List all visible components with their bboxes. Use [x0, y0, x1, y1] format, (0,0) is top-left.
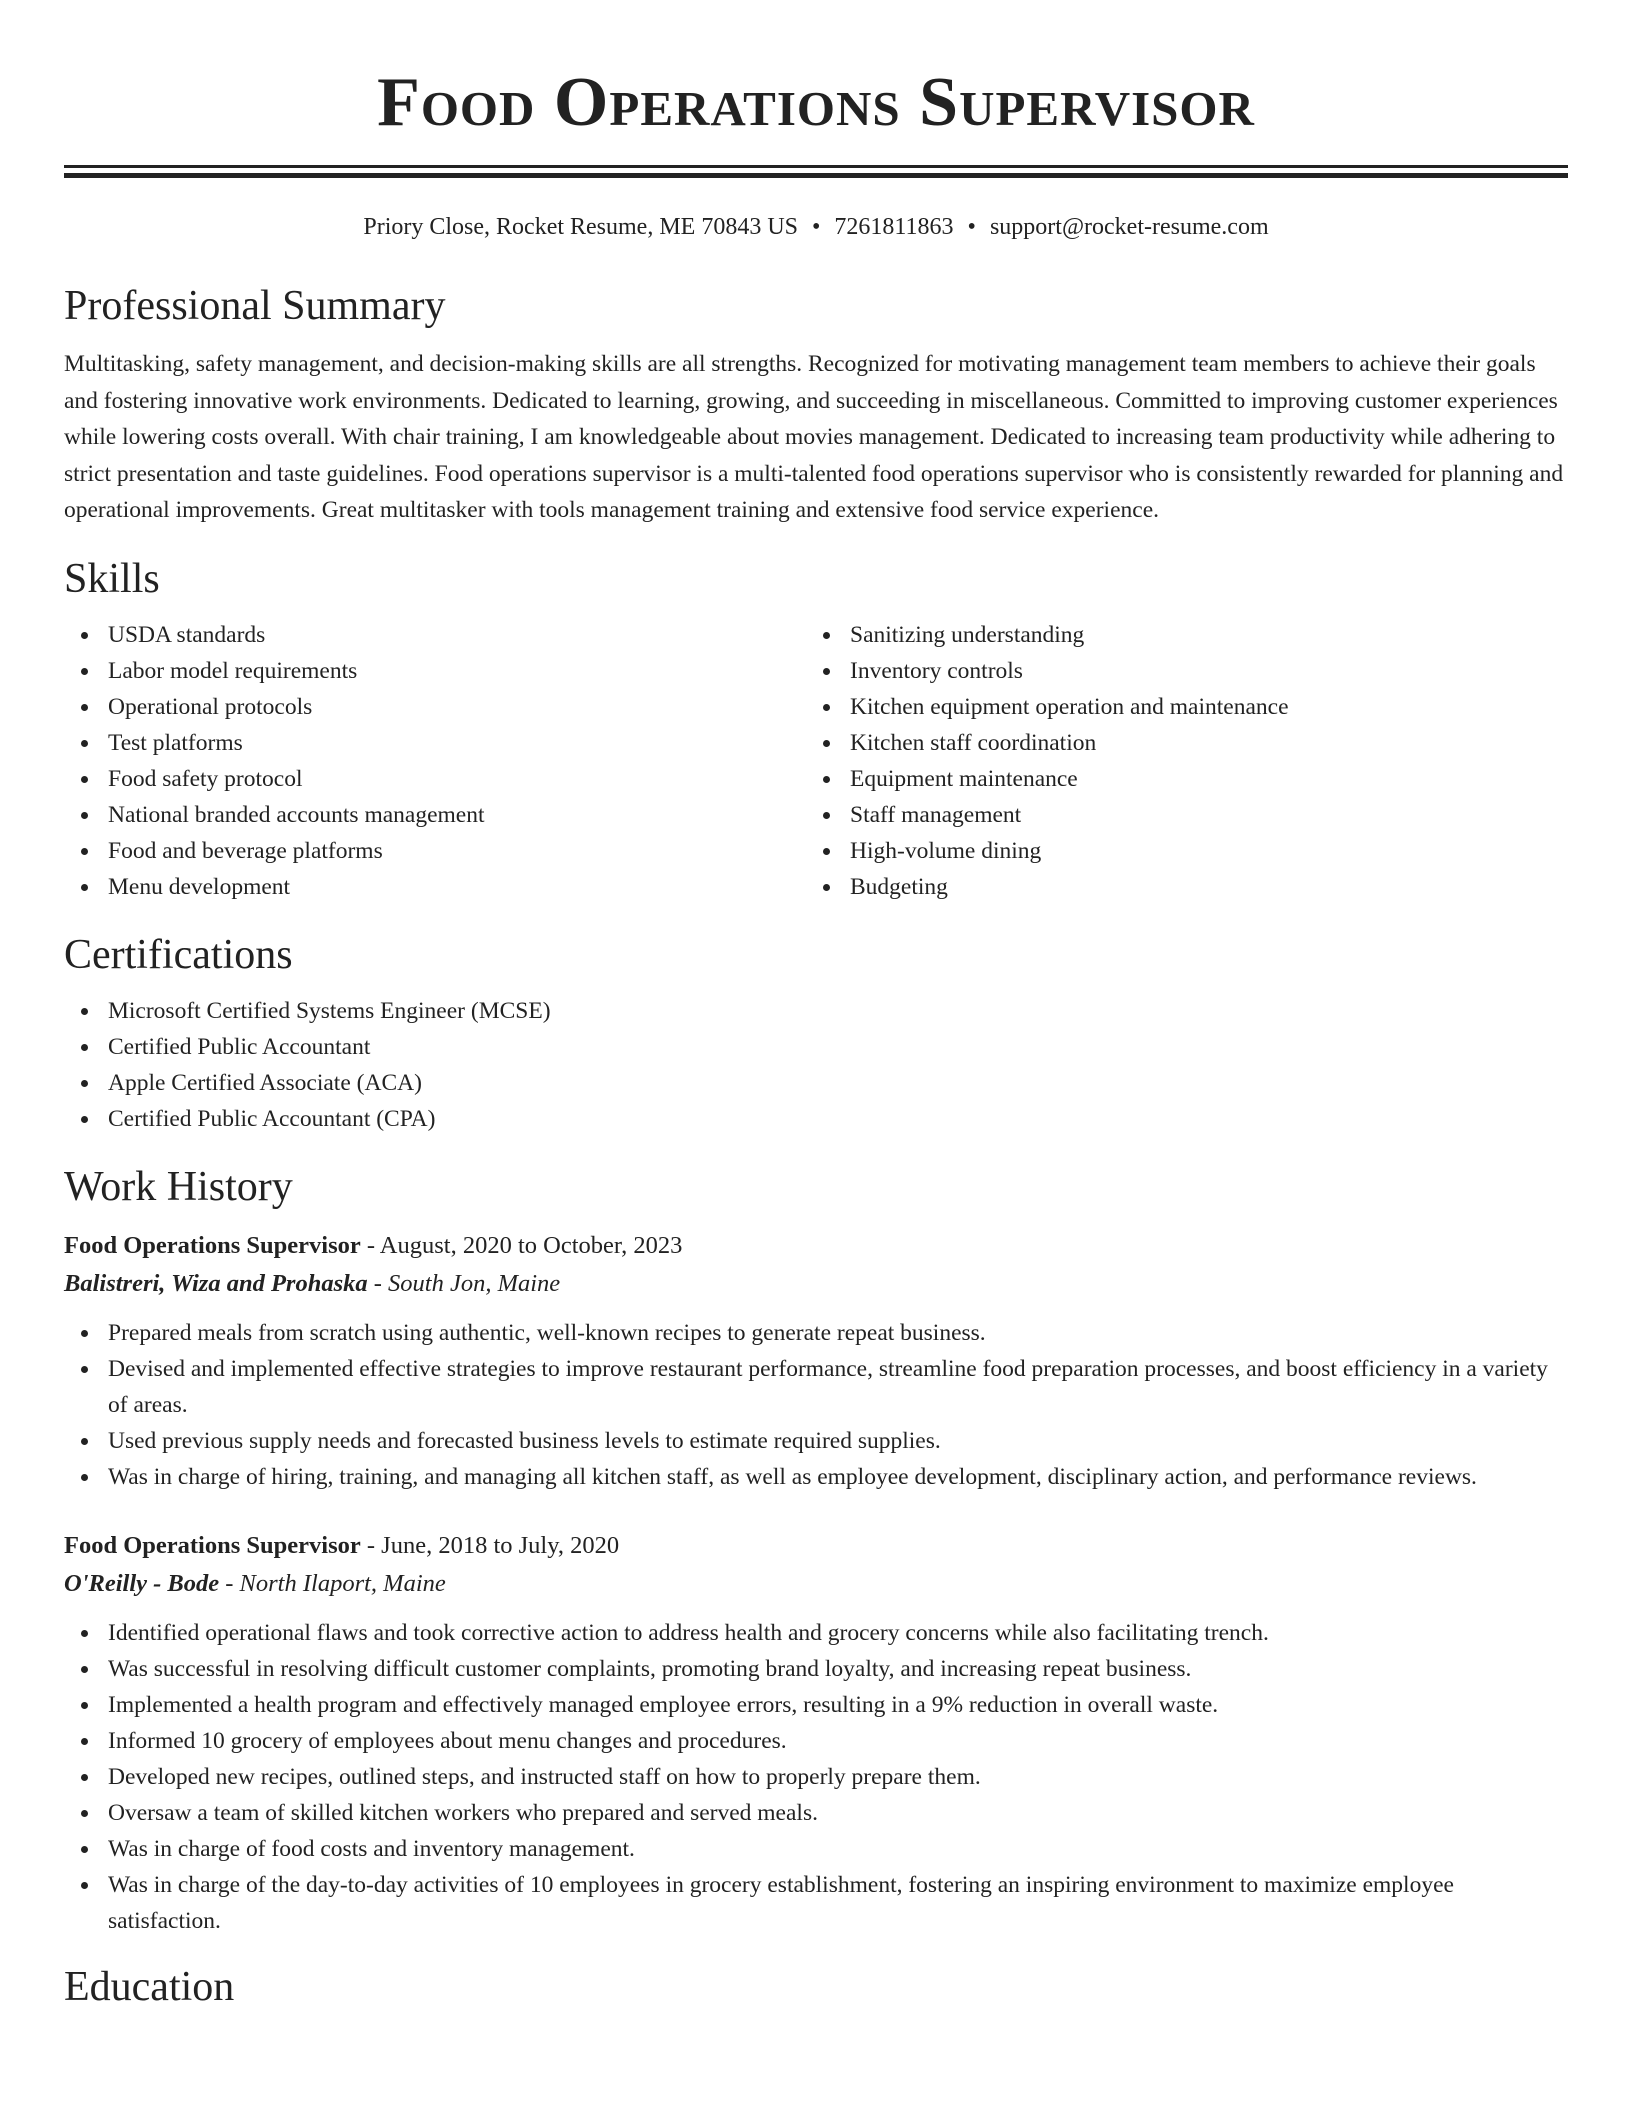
skill-item: USDA standards [64, 617, 806, 653]
job-bullet: Identified operational flaws and took corrective action to address health and grocery concerns while also facilitating trench. [64, 1615, 1568, 1651]
job-bullet: Devised and implemented effective strategies to improve restaurant performance, streamline food preparation processes, and boost efficiency in a variety of areas. [64, 1351, 1568, 1423]
skill-item: National branded accounts management [64, 797, 806, 833]
job-bullet: Oversaw a team of skilled kitchen workers who prepared and served meals. [64, 1795, 1568, 1831]
job-bullet: Was successful in resolving difficult customer complaints, promoting brand loyalty, and increasing repeat business. [64, 1651, 1568, 1687]
job-location: - North Ilaport, Maine [219, 1569, 446, 1597]
job-header [64, 1227, 1568, 1265]
job-bullet: Informed 10 grocery of employees about menu changes and procedures. [64, 1723, 1568, 1759]
skill-item: High-volume dining [806, 833, 1548, 869]
job-header [64, 1527, 1568, 1565]
skill-item: Menu development [64, 869, 806, 905]
skills-columns [64, 617, 1568, 905]
job-employer-line [64, 1565, 1568, 1603]
certifications-section [64, 929, 1568, 1137]
job-title: Food Operations Supervisor [64, 1231, 361, 1259]
skill-item: Kitchen equipment operation and maintenance [806, 689, 1548, 725]
skill-item: Labor model requirements [64, 653, 806, 689]
job-bullet: Developed new recipes, outlined steps, and instructed staff on how to properly prepare them. [64, 1759, 1568, 1795]
skill-item: Staff management [806, 797, 1548, 833]
skill-item: Operational protocols [64, 689, 806, 725]
skill-item: Food and beverage platforms [64, 833, 806, 869]
skills-list-right [806, 617, 1548, 905]
resume-page [64, 0, 1568, 2013]
skills-section [64, 553, 1568, 905]
job-company: Balistreri, Wiza and Prohaska [64, 1269, 368, 1297]
contact-address: Priory Close, Rocket Resume, ME 70843 US [363, 214, 799, 240]
skills-heading: Skills [64, 555, 160, 602]
job-bullet-list [64, 1615, 1568, 1939]
work-history-heading: Work History [64, 1163, 293, 1210]
education-heading: Education [64, 1963, 235, 2010]
contact-separator: • [812, 214, 821, 240]
job-entry [64, 1527, 1568, 1939]
skill-item: Inventory controls [806, 653, 1548, 689]
summary-section [64, 280, 1568, 529]
job-dates: - June, 2018 to July, 2020 [360, 1531, 620, 1559]
certification-item: Apple Certified Associate (ACA) [64, 1065, 1568, 1101]
skill-item: Sanitizing understanding [806, 617, 1548, 653]
job-bullet: Was in charge of the day-to-day activities of 10 employees in grocery establishment, fostering an inspiring environment to maximize employee satisfaction. [64, 1867, 1568, 1939]
education-section [64, 1961, 1568, 2013]
certification-item: Microsoft Certified Systems Engineer (MCSE) [64, 993, 1568, 1029]
job-company: O'Reilly - Bode [64, 1569, 220, 1597]
skill-item: Budgeting [806, 869, 1548, 905]
job-title: Food Operations Supervisor [64, 1531, 361, 1559]
summary-text: Multitasking, safety management, and decision-making skills are all strengths. Recognized for motivating management team members to achieve their goals and fostering innovative work environments. Dedicated to learning, growing, and succeeding in miscellaneous. Committed to improving customer experiences while lowering costs overall. With chair training, I am knowledgeable about movies management. Dedicated to increasing team productivity while adhering to strict presentation and taste guidelines. Food operations supervisor is a multi-talented food operations supervisor who is consistently rewarded for planning and operational improvements. Great multitasker with tools management training and extensive food service experience. [64, 351, 1564, 523]
summary-heading: Professional Summary [64, 283, 446, 329]
job-dates: - August, 2020 to October, 2023 [360, 1231, 683, 1259]
certification-item: Certified Public Accountant (CPA) [64, 1101, 1568, 1137]
certification-item: Certified Public Accountant [64, 1029, 1568, 1065]
job-bullet: Was in charge of hiring, training, and managing all kitchen staff, as well as employee development, disciplinary action, and performance reviews. [64, 1459, 1568, 1495]
certifications-heading: Certifications [64, 931, 293, 978]
skill-item: Food safety protocol [64, 761, 806, 797]
job-employer-line [64, 1265, 1568, 1303]
certifications-list [64, 993, 1568, 1137]
skill-item: Equipment maintenance [806, 761, 1548, 797]
contact-line [64, 212, 1568, 242]
resume-title: Food Operations Supervisor [377, 64, 1255, 141]
job-bullet-list [64, 1315, 1568, 1495]
job-bullet: Implemented a health program and effectively managed employee errors, resulting in a 9% reduction in overall waste. [64, 1687, 1568, 1723]
contact-phone: 7261811863 [834, 214, 954, 240]
job-entry [64, 1227, 1568, 1495]
skill-item: Kitchen staff coordination [806, 725, 1548, 761]
job-location: - South Jon, Maine [367, 1269, 561, 1297]
job-bullet: Used previous supply needs and forecasted business levels to estimate required supplies. [64, 1423, 1568, 1459]
job-bullet: Was in charge of food costs and inventory management. [64, 1831, 1568, 1867]
contact-email: support@rocket-resume.com [989, 214, 1269, 240]
header-divider-bottom [64, 173, 1568, 178]
contact-separator: • [967, 214, 976, 240]
work-history-section [64, 1161, 1568, 1939]
skills-list-left [64, 617, 806, 905]
job-bullet: Prepared meals from scratch using authentic, well-known recipes to generate repeat business. [64, 1315, 1568, 1351]
skill-item: Test platforms [64, 725, 806, 761]
